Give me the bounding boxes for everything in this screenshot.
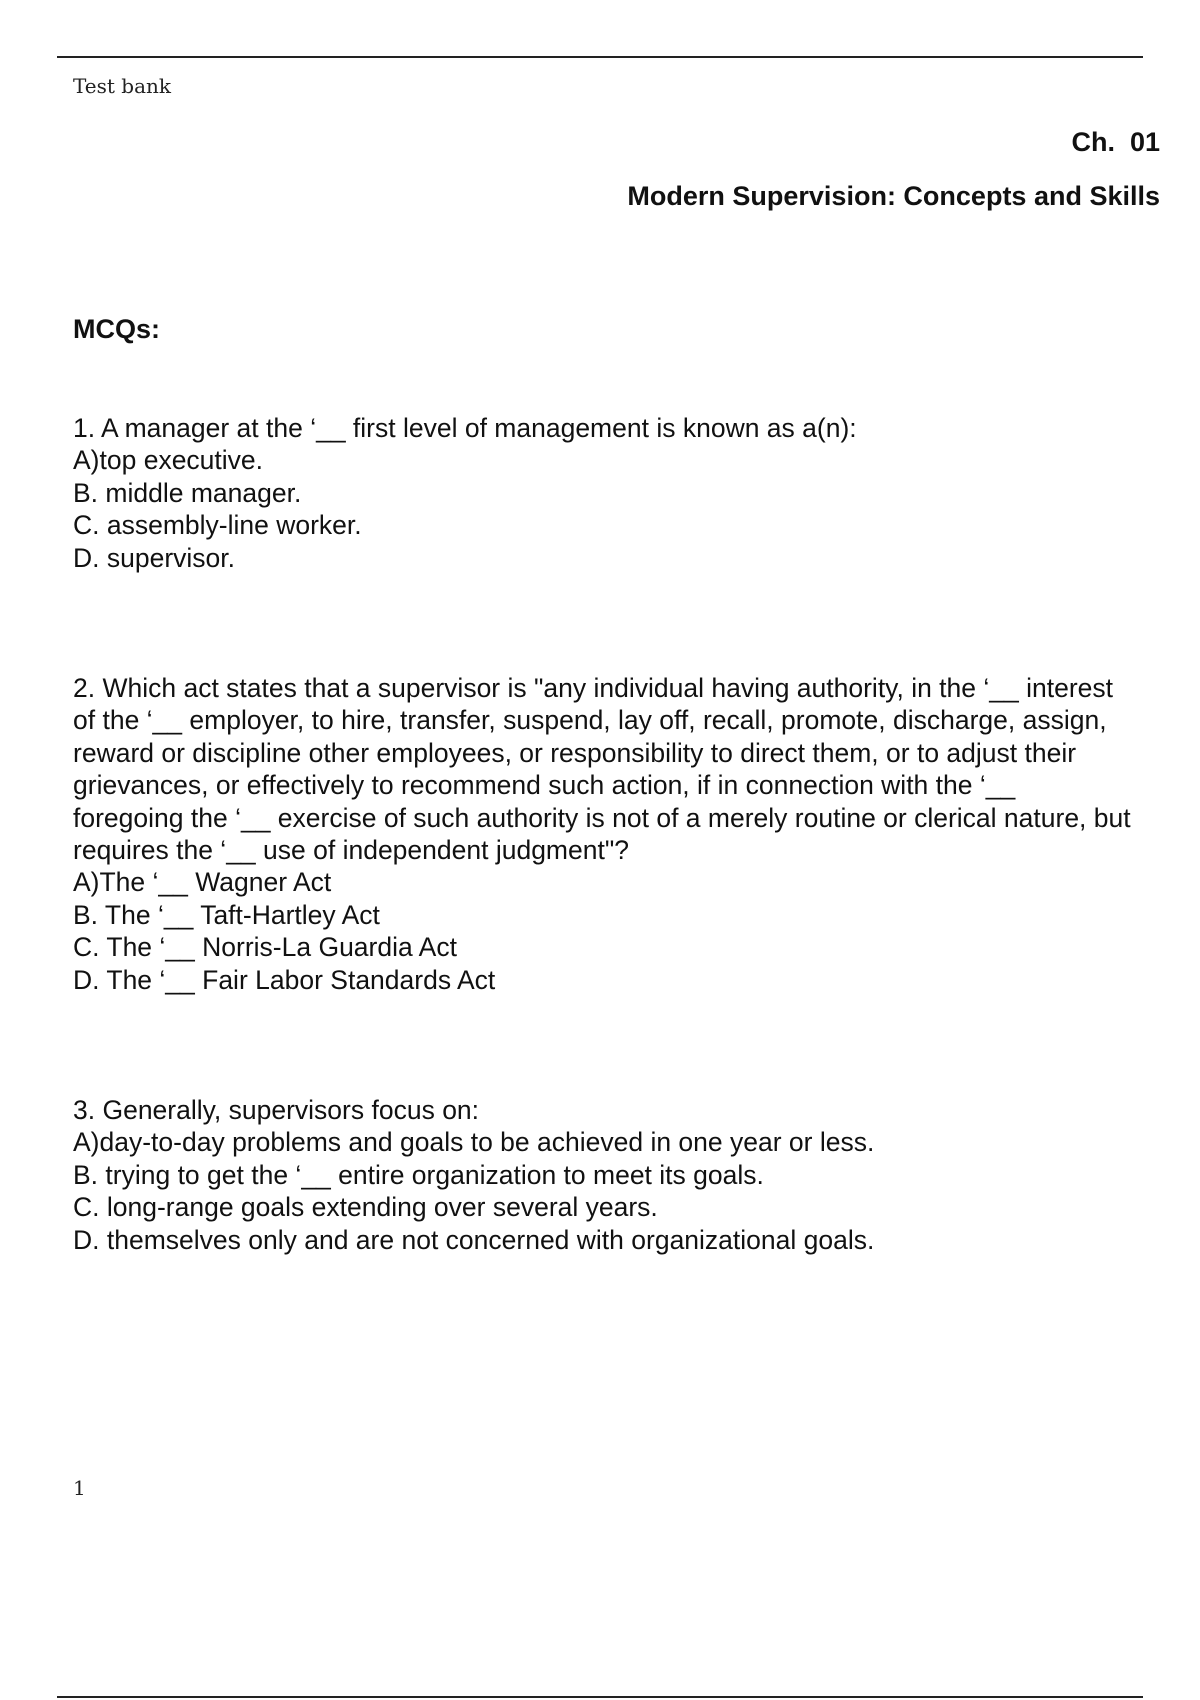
- chapter-heading: [627, 124, 1160, 214]
- answer-option-d: D. themselves only and are not concerned with organizational goals.: [73, 1224, 875, 1255]
- footer-rule: [57, 1696, 1143, 1698]
- answer-option-b: B. trying to get the ‘__ entire organization to meet its goals.: [73, 1159, 764, 1190]
- chapter-number: Ch. 01: [1071, 127, 1160, 157]
- page-number: 1: [73, 1476, 86, 1500]
- answer-option-a: A)day-to-day problems and goals to be achieved in one year or less.: [73, 1127, 875, 1158]
- answer-option-c: C. long-range goals extending over several years.: [73, 1192, 658, 1223]
- question-3: [73, 1094, 1153, 1256]
- answer-option-b: B. The ‘__ Taft-Hartley Act: [73, 899, 380, 930]
- chapter-title: Modern Supervision: Concepts and Skills: [627, 181, 1160, 211]
- section-heading: MCQs:: [73, 314, 160, 344]
- question-stem: 3. Generally, supervisors focus on:: [73, 1095, 480, 1125]
- answer-option-a: A)top executive.: [73, 445, 264, 476]
- question-stem: 1. A manager at the ‘__ first level of management is known as a(n):: [73, 413, 857, 443]
- answer-option-d: D. supervisor.: [73, 542, 236, 573]
- question-2: [73, 672, 1133, 996]
- question-stem: 2. Which act states that a supervisor is "any individual having authority, in the ‘__ interest of the ‘__ employer, to hire, transfer, suspend, lay off, recall, promote, discharge, assign, reward or discipline other employees, or responsibility to direct them, or to adjust their grievances, or effectively to recommend such action, if in connection with the ‘__ foregoing the ‘__ exercise of such authority is not of a merely routine or clerical nature, but requires the ‘__ use of independent judgment"?: [73, 673, 1131, 866]
- question-1: [73, 412, 1153, 574]
- document-header-label: Test bank: [73, 74, 172, 98]
- answer-option-c: C. assembly-line worker.: [73, 510, 362, 541]
- header-rule: [57, 56, 1143, 58]
- answer-option-d: D. The ‘__ Fair Labor Standards Act: [73, 964, 496, 995]
- answer-option-b: B. middle manager.: [73, 477, 302, 508]
- answer-option-c: C. The ‘__ Norris-La Guardia Act: [73, 932, 457, 963]
- answer-option-a: A)The ‘__ Wagner Act: [73, 867, 332, 898]
